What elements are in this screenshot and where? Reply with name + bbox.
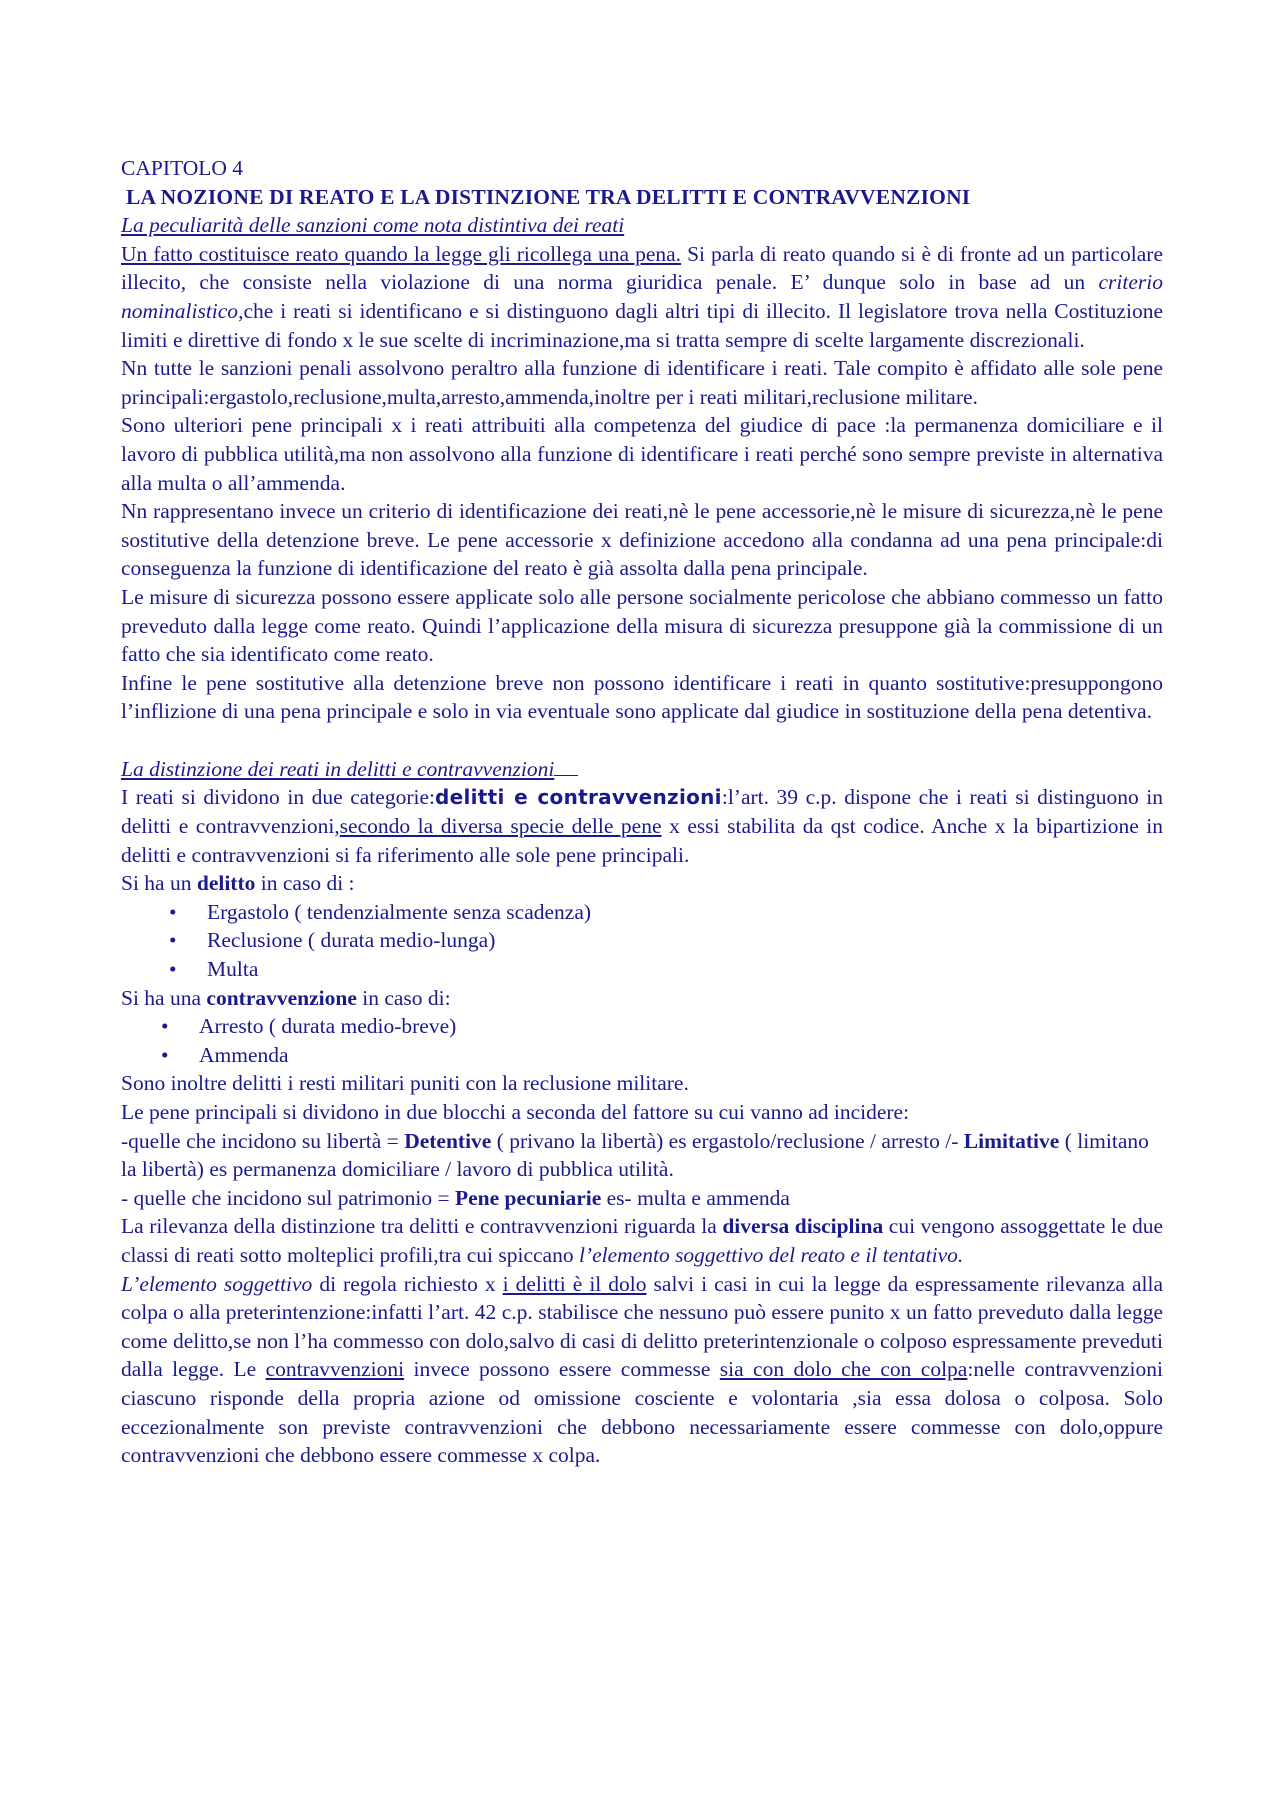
- paragraph: Infine le pene sostitutive alla detenzione breve non possono identificare i reati in quanto sostitutive:presuppongono l’inflizione di una pena principale e solo in via eventuale sono applicate dal giudice in sostituzione della pena detentiva.: [121, 670, 1163, 724]
- paragraph: -quelle che incidono su libertà = Detentive ( privano la libertà) es ergastolo/reclusione / arresto /- Limitative ( limitano la libertà) es permanenza domiciliare / lavoro di pubblica utilità.: [121, 1128, 1149, 1182]
- paragraph: Nn tutte le sanzioni penali assolvono peraltro alla funzione di identificare i reati. Tale compito è affidato alle sole pene principali:ergastolo,reclusione,multa,arresto,ammenda,inoltre per i reati militari,reclusione militare.: [121, 356, 1163, 409]
- document-page: [121, 154, 1163, 1470]
- underlined-text: Un fatto costituisce reato quando la legge gli ricollega una pena.: [121, 241, 682, 266]
- paragraph: I reati si dividono in due categorie:delitti e contravvenzioni:l’art. 39 c.p. dispone che i reati si distinguono in delitti e contravvenzioni,secondo la diversa specie delle pene x essi stabilita da qst codice. Anche x la bipartizione in delitti e contravvenzioni si fa riferimento alle sole pene principali.: [121, 785, 1164, 867]
- paragraph: L’elemento soggettivo di regola richiesto x i delitti è il dolo salvi i casi in cui la legge da espressamente rilevanza alla colpa o alla preterintenzione:infatti l’art. 42 c.p. stabilisce che nessuno può essere punito x un fatto preveduto dalla legge come delitto,se non l’ha commesso con dolo,salvo di casi di delitto preterintenzionale o colposo espressamente preveduti dalla legge. Le contravvenzioni invece possono essere commesse sia con dolo che con colpa:nelle contravvenzioni ciascuno risponde della propria azione od omissione cosciente e volontaria ,sia essa dolosa o colposa. Solo eccezionalmente son previste contravvenzioni che debbono necessariamente essere commesse con dolo,oppure contravvenzioni che debbono essere commesse x colpa.: [121, 1271, 1163, 1468]
- paragraph: Si ha un delitto in caso di :: [121, 871, 355, 896]
- delitto-list: [121, 898, 1163, 984]
- list-item: • Arresto ( durata medio-breve): [121, 1012, 1163, 1041]
- paragraph: La rilevanza della distinzione tra delitti e contravvenzioni riguarda la diversa disciplina cui vengono assoggettate le due classi di reati sotto molteplici profili,tra cui spiccano l’elemento soggettivo del reato e il tentativo.: [121, 1214, 1163, 1267]
- paragraph: Le misure di sicurezza possono essere applicate solo alle persone socialmente pericolose che abbiano commesso un fatto preveduto dalla legge come reato. Quindi l’applicazione della misura di sicurezza presuppone già la commissione di un fatto che sia identificato come reato.: [121, 584, 1163, 667]
- paragraph: Nn rappresentano invece un criterio di identificazione dei reati,nè le pene accessorie,nè le misure di sicurezza,nè le pene sostitutive della detenzione breve. Le pene accessorie x definizione accedono alla condanna ad una pena principale:di conseguenza la funzione di identificazione del reato è già assolta dalla pena principale.: [121, 499, 1163, 581]
- paragraph: Si ha una contravvenzione in caso di:: [121, 985, 451, 1010]
- section-heading-1: La peculiarità delle sanzioni come nota distintiva dei reati: [121, 213, 625, 238]
- list-item: • Reclusione ( durata medio-lunga): [121, 926, 1163, 955]
- contravvenzione-list: [121, 1012, 1163, 1069]
- paragraph: Le pene principali si dividono in due blocchi a seconda del fattore su cui vanno ad incidere:: [121, 1100, 910, 1124]
- list-item: • Ergastolo ( tendenzialmente senza scadenza): [121, 898, 1163, 927]
- list-item: • Multa: [121, 955, 1163, 984]
- section-heading-2: La distinzione dei reati in delitti e contravvenzioni: [121, 755, 1163, 784]
- underlined-text: i delitti è il dolo: [502, 1271, 647, 1296]
- paragraph: Sono ulteriori pene principali x i reati attribuiti alla competenza del giudice di pace :la permanenza domiciliare e il lavoro di pubblica utilità,ma non assolvono alla funzione di identificare i reati perché sono sempre previste in alternativa alla multa o all’ammenda.: [121, 413, 1163, 495]
- list-item: • Ammenda: [121, 1041, 1163, 1070]
- paragraph: Un fatto costituisce reato quando la legge gli ricollega una pena. Si parla di reato quando si è di fronte ad un particolare illecito, che consiste nella violazione di una norma giuridica penale. E’ dunque solo in base ad un criterio nominalistico,che i reati si identificano e si distinguono dagli altri tipi di illecito. Il legislatore trova nella Costituzione limiti e direttive di fondo x le sue scelte di incriminazione,ma si tratta sempre di scelte largamente discrezionali.: [121, 241, 1163, 352]
- page-title: LA NOZIONE DI REATO E LA DISTINZIONE TRA DELITTI E CONTRAVVENZIONI: [126, 184, 971, 209]
- chapter-label: CAPITOLO 4: [121, 156, 244, 180]
- paragraph: Sono inoltre delitti i resti militari puniti con la reclusione militare.: [121, 1071, 689, 1096]
- underlined-text: secondo la diversa specie delle pene: [339, 814, 662, 839]
- underlined-text: contravvenzioni: [265, 1357, 405, 1382]
- paragraph: - quelle che incidono sul patrimonio = Pene pecuniarie es- multa e ammenda: [121, 1185, 790, 1210]
- underlined-text: sia con dolo che con colpa: [719, 1357, 968, 1382]
